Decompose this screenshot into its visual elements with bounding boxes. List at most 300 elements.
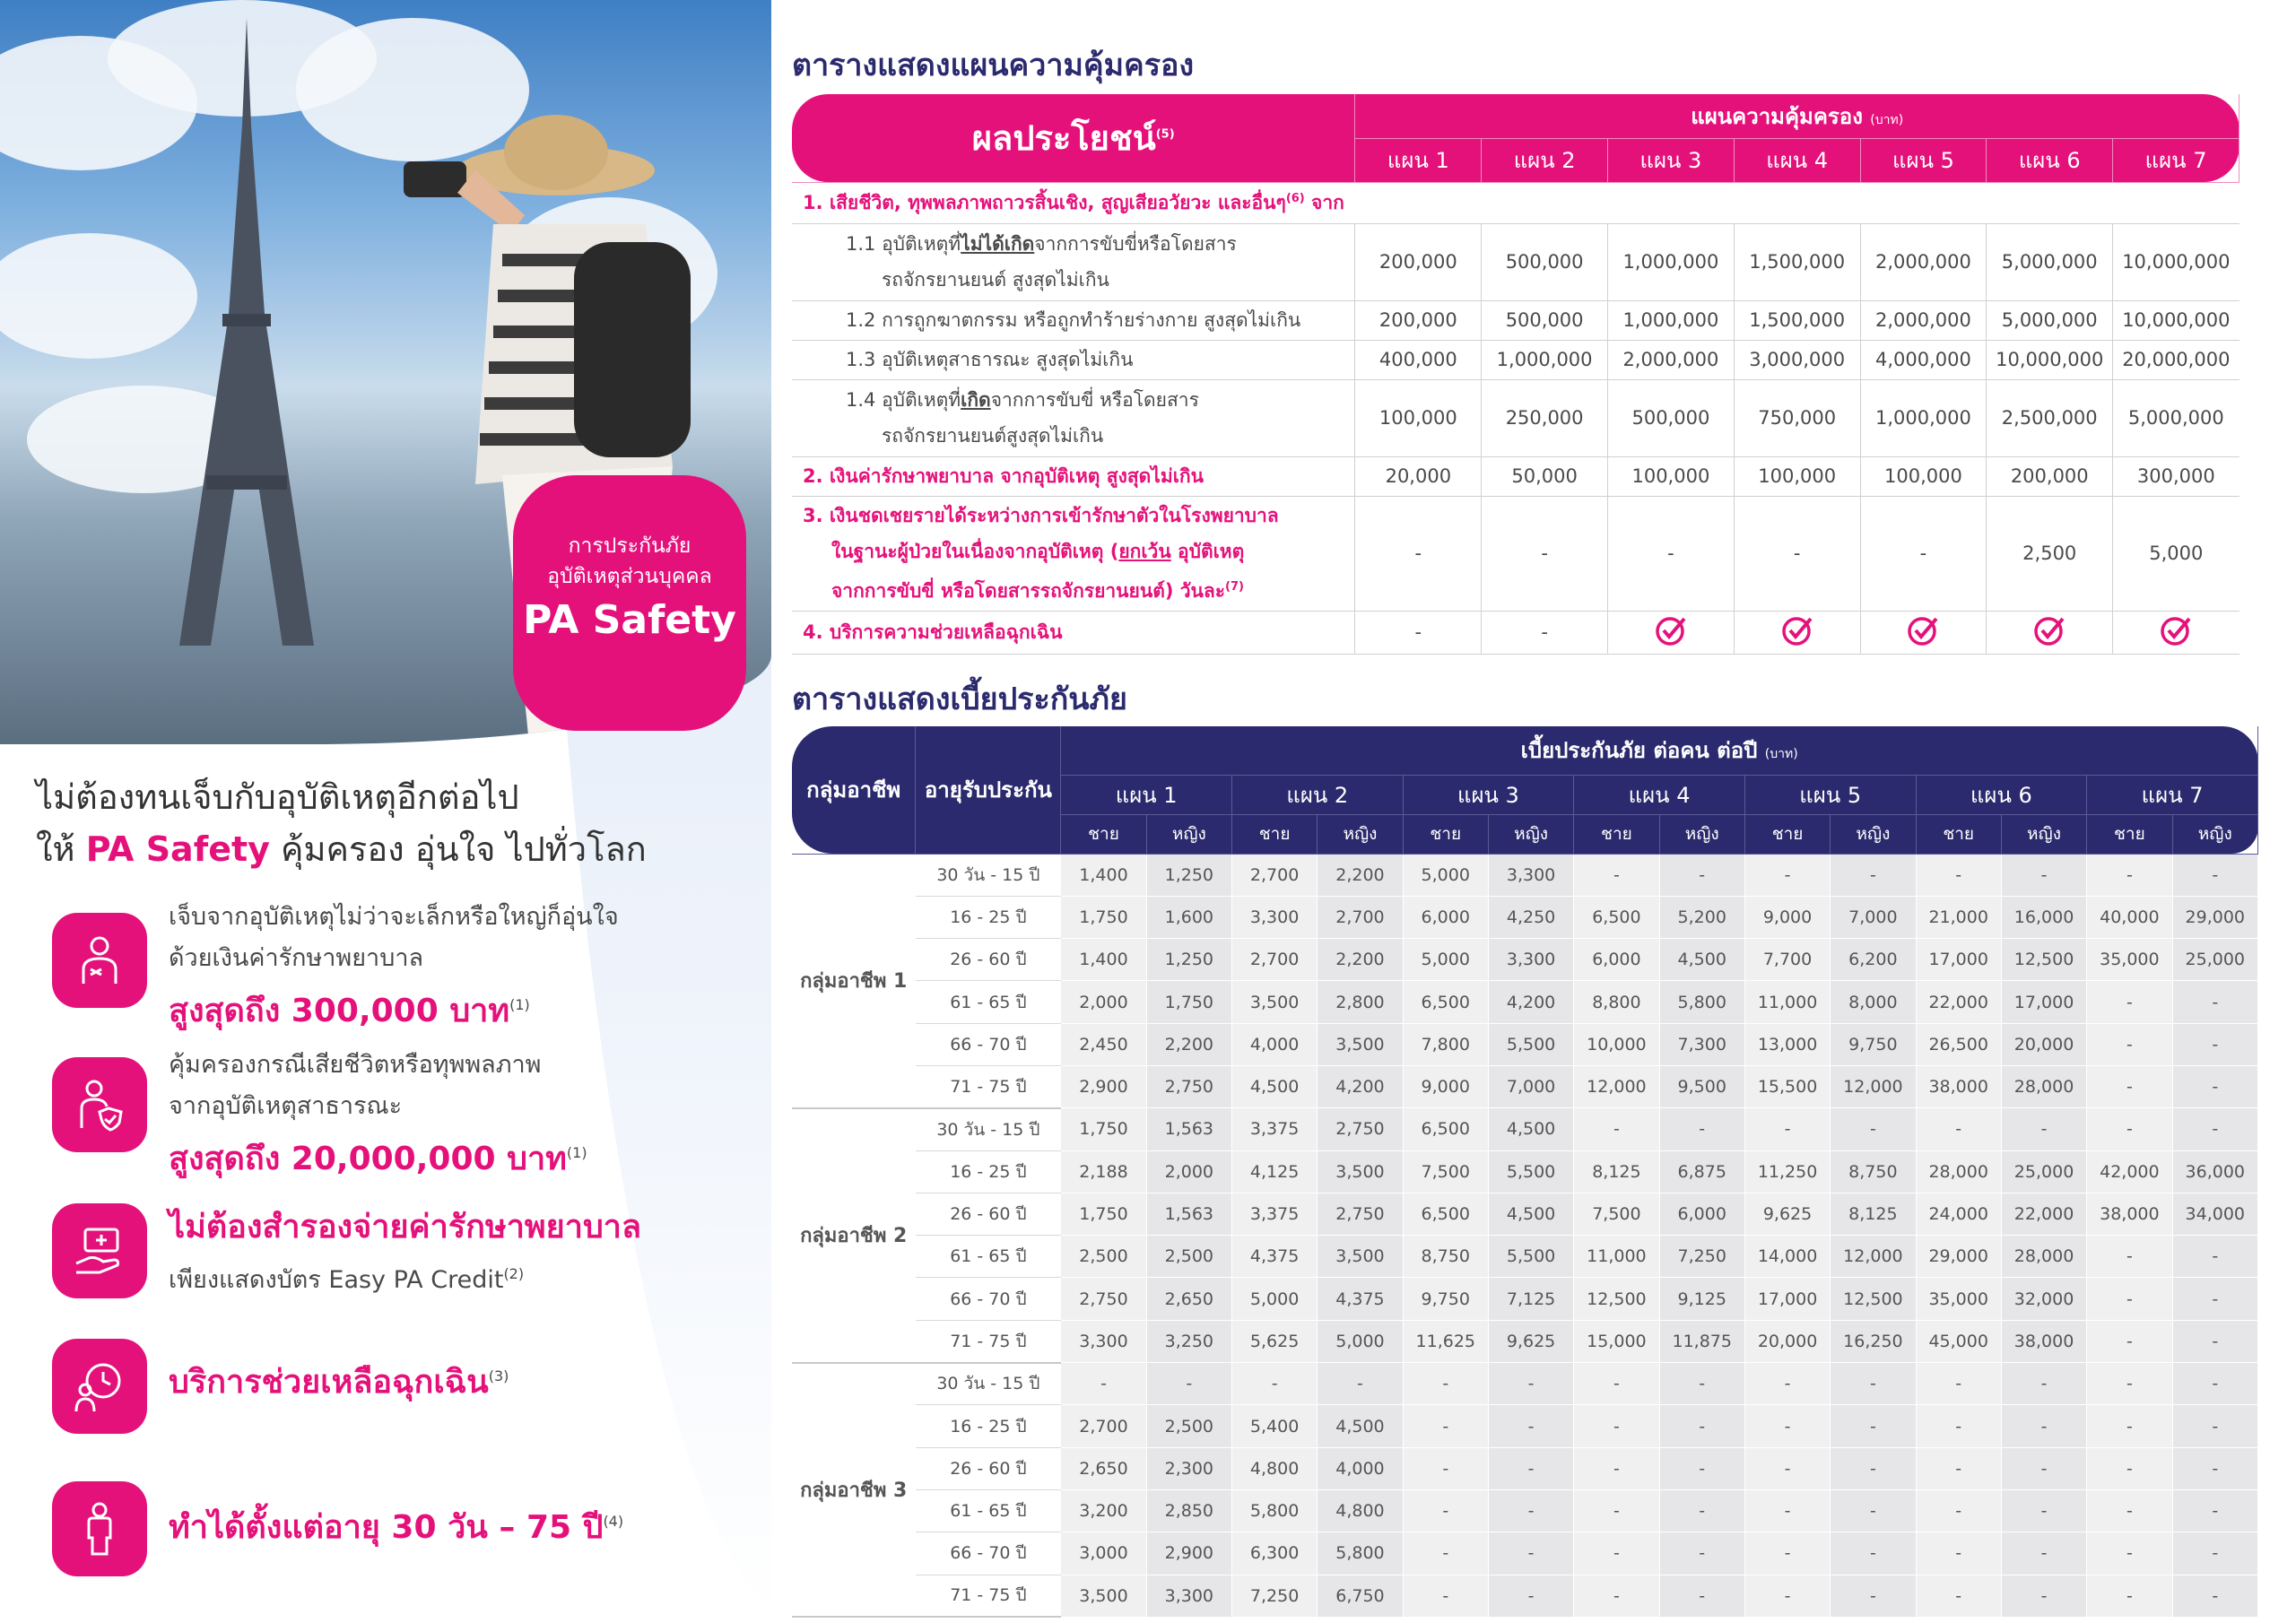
coverage-table: [792, 94, 2239, 655]
premium-row: [792, 1065, 2258, 1107]
premium-cell: 6,500: [1574, 896, 1659, 938]
premium-cell: -: [2087, 1575, 2172, 1617]
premium-cell: -: [1403, 1447, 1488, 1489]
male-header-plan4: ชาย: [1574, 814, 1659, 854]
premium-cell: -: [1744, 1575, 1830, 1617]
premium-cell: 6,875: [1659, 1150, 1744, 1193]
premium-cell: -: [1916, 1363, 2001, 1405]
premium-cell: 9,625: [1488, 1320, 1573, 1362]
premium-cell: 2,188: [1061, 1150, 1146, 1193]
product-badge: [513, 475, 746, 731]
premium-cell: 4,500: [1659, 939, 1744, 981]
premium-cell: -: [2172, 1575, 2257, 1617]
section-1-label: 1. เสียชีวิต, ทุพพลภาพถาวรสิ้นเชิง, สูญเสียอวัยวะ และอื่นๆ$^{(6)}$ จาก: [792, 182, 2239, 223]
female-header-plan3: หญิง: [1488, 814, 1573, 854]
premium-cell: 7,250: [1659, 1236, 1744, 1278]
check-circle-icon: [1655, 614, 1687, 647]
female-header-plan5: หญิง: [1831, 814, 1916, 854]
row-1-2: [792, 300, 2239, 340]
premium-cell: 5,000: [1403, 854, 1488, 896]
feature-emergency: บริการช่วยเหลือฉุกเฉิน$^{(3)}$: [52, 1334, 761, 1469]
r11-plan2: 500,000: [1482, 223, 1608, 300]
premium-cell: -: [1574, 1108, 1659, 1150]
feature-cashless: ไม่ต้องสำรองจ่ายค่ารักษาพยาบาล เพียงแสดงบัตร Easy PA Credit$^{(2)}$: [52, 1202, 761, 1336]
feature2-line1: คุ้มครองกรณีเสียชีวิตหรือทุพพลภาพ: [169, 1051, 542, 1079]
premium-cell: 2,200: [1318, 854, 1403, 896]
premium-cell: 22,000: [1916, 981, 2001, 1023]
eiffel-tower-illustration: [179, 18, 314, 646]
plan-4: แผน 4: [1734, 138, 1860, 182]
r3-plan3: -: [1608, 496, 1735, 611]
plan-6: แผน 6: [1987, 138, 2113, 182]
premium-cell: -: [1574, 1363, 1659, 1405]
headline: [36, 771, 753, 875]
premium-cell: -: [1488, 1575, 1573, 1617]
premium-cell: 2,200: [1146, 1023, 1231, 1065]
coverage-title: ตารางแสดงแผนความคุ้มครอง: [792, 48, 1195, 83]
premium-cell: -: [2087, 1532, 2172, 1575]
male-header-plan5: ชาย: [1744, 814, 1830, 854]
plan-3: แผน 3: [1608, 138, 1735, 182]
premium-row: [792, 1363, 2258, 1405]
row-1-4-label: 1.4 อุบัติเหตุที่เกิดจากการขับขี่ หรือโดยสาร รถจักรยานยนต์สูงสุดไม่เกิน: [792, 379, 1355, 456]
premium-cell: 17,000: [1916, 939, 2001, 981]
premium-cell: 1,750: [1061, 1108, 1146, 1150]
premium-cell: -: [2087, 1023, 2172, 1065]
premium-cell: 2,800: [1318, 981, 1403, 1023]
premium-cell: 2,750: [1061, 1278, 1146, 1320]
feature2-amount: สูงสุดถึง 20,000,000 บาท: [169, 1141, 567, 1177]
age-range: 61 - 65 ปี: [916, 1489, 1061, 1532]
r13-plan1: 400,000: [1355, 340, 1482, 379]
r3-plan1: -: [1355, 496, 1482, 611]
plan-7: แผน 7: [2113, 138, 2239, 182]
premium-cell: 7,700: [1744, 939, 1830, 981]
premium-cell: 11,875: [1659, 1320, 1744, 1362]
age-range: 66 - 70 ปี: [916, 1532, 1061, 1575]
premium-cell: -: [1574, 854, 1659, 896]
premium-cell: 5,800: [1231, 1489, 1317, 1532]
premium-cell: -: [1488, 1405, 1573, 1447]
r2-plan1: 20,000: [1355, 456, 1482, 496]
premium-cell: 36,000: [2172, 1150, 2257, 1193]
premium-cell: 4,000: [1231, 1023, 1317, 1065]
premium-cell: 8,750: [1403, 1236, 1488, 1278]
premium-cell: 3,300: [1488, 939, 1573, 981]
premium-header-row: [792, 726, 2258, 775]
age-range: 16 - 25 ปี: [916, 1150, 1061, 1193]
person-shield-icon: [52, 1057, 147, 1152]
age-range: 66 - 70 ปี: [916, 1023, 1061, 1065]
premium-cell: -: [1146, 1363, 1231, 1405]
premium-cell: 2,850: [1146, 1489, 1231, 1532]
premium-cell: -: [2087, 981, 2172, 1023]
age-range: 30 วัน - 15 ปี: [916, 854, 1061, 896]
premium-cell: 12,000: [1831, 1236, 1916, 1278]
premium-cell: -: [1744, 1108, 1830, 1150]
premium-cell: -: [1231, 1363, 1317, 1405]
premium-row: [792, 1489, 2258, 1532]
premium-cell: -: [1744, 1489, 1830, 1532]
premium-cell: 12,000: [1831, 1065, 1916, 1107]
premium-cell: 5,800: [1318, 1532, 1403, 1575]
feature5-title: ทำได้ตั้งแต่อายุ 30 วัน – 75 ปี: [169, 1509, 604, 1546]
premium-cell: 28,000: [2001, 1065, 2086, 1107]
premium-cell: 22,000: [2001, 1193, 2086, 1235]
premium-cell: 9,000: [1744, 896, 1830, 938]
premium-cell: 3,500: [1318, 1236, 1403, 1278]
premium-cell: 5,400: [1231, 1405, 1317, 1447]
premium-cell: -: [1574, 1405, 1659, 1447]
age-range: 26 - 60 ปี: [916, 1447, 1061, 1489]
premium-cell: 20,000: [1744, 1320, 1830, 1362]
premium-cell: 6,000: [1403, 896, 1488, 938]
premium-cell: 10,000: [1574, 1023, 1659, 1065]
feature4-title: บริการช่วยเหลือฉุกเฉิน: [169, 1364, 489, 1401]
premium-cell: -: [1916, 1108, 2001, 1150]
premium-cell: 20,000: [2001, 1023, 2086, 1065]
r2-plan5: 100,000: [1860, 456, 1987, 496]
premium-cell: -: [1659, 1532, 1744, 1575]
premium-cell: -: [1488, 1489, 1573, 1532]
premium-cell: -: [2087, 1236, 2172, 1278]
premium-cell: 40,000: [2087, 896, 2172, 938]
premium-row: [792, 939, 2258, 981]
premium-cell: 4,500: [1318, 1405, 1403, 1447]
premium-cell: -: [2001, 1489, 2086, 1532]
premium-cell: 8,000: [1831, 981, 1916, 1023]
r11-plan4: 1,500,000: [1734, 223, 1860, 300]
premium-row: [792, 1193, 2258, 1235]
row-1-2-label: 1.2 การถูกฆาตกรรม หรือถูกทำร้ายร่างกาย สูงสุดไม่เกิน: [792, 300, 1355, 340]
female-header-plan4: หญิง: [1659, 814, 1744, 854]
row-3: [792, 496, 2239, 611]
row-1-4: [792, 379, 2239, 456]
premium-row: [792, 1575, 2258, 1617]
premium-cell: 5,000: [1318, 1320, 1403, 1362]
premium-cell: -: [2172, 1405, 2257, 1447]
premium-cell: 17,000: [2001, 981, 2086, 1023]
plan-2: แผน 2: [1482, 138, 1608, 182]
premium-cell: 2,200: [1318, 939, 1403, 981]
r2-plan3: 100,000: [1608, 456, 1735, 496]
premium-cell: -: [1831, 1575, 1916, 1617]
premium-cell: 9,000: [1403, 1065, 1488, 1107]
premium-cell: 6,300: [1231, 1532, 1317, 1575]
age-range: 71 - 75 ปี: [916, 1065, 1061, 1107]
premium-plan-7: แผน 7: [2087, 775, 2258, 814]
premium-cell: -: [2172, 1447, 2257, 1489]
premium-cell: 5,000: [1231, 1278, 1317, 1320]
headline-line1: ไม่ต้องทนเจ็บกับอุบัติเหตุอีกต่อไป: [36, 777, 519, 817]
premium-cell: -: [2087, 1489, 2172, 1532]
premium-cell: 11,000: [1744, 981, 1830, 1023]
premium-cell: 6,000: [1574, 939, 1659, 981]
premium-cell: 7,250: [1231, 1575, 1317, 1617]
premium-row: [792, 1278, 2258, 1320]
premium-cell: -: [1831, 1108, 1916, 1150]
r14-plan4: 750,000: [1734, 379, 1860, 456]
premium-cell: 7,000: [1488, 1065, 1573, 1107]
premium-cell: 16,250: [1831, 1320, 1916, 1362]
badge-line2: อุบัติเหตุส่วนบุคคล: [547, 565, 712, 588]
premium-cell: -: [2087, 854, 2172, 896]
r12-plan2: 500,000: [1482, 300, 1608, 340]
premium-cell: 1,563: [1146, 1108, 1231, 1150]
premium-cell: 9,125: [1659, 1278, 1744, 1320]
r13-plan3: 2,000,000: [1608, 340, 1735, 379]
premium-cell: -: [2001, 1363, 2086, 1405]
coverage-header-row: [792, 94, 2239, 138]
occupation-group-header: กลุ่มอาชีพ: [792, 726, 916, 854]
injured-person-icon: [52, 913, 147, 1008]
premium-cell: 8,750: [1831, 1150, 1916, 1193]
feature3-title: ไม่ต้องสำรองจ่ายค่ารักษาพยาบาล: [169, 1209, 642, 1245]
row-1-3: [792, 340, 2239, 379]
female-header-plan6: หญิง: [2001, 814, 2086, 854]
premium-cell: 3,375: [1231, 1108, 1317, 1150]
premium-cell: 3,375: [1231, 1193, 1317, 1235]
r12-plan7: 10,000,000: [2113, 300, 2239, 340]
premium-cell: -: [1574, 1532, 1659, 1575]
female-header-plan7: หญิง: [2172, 814, 2257, 854]
premium-cell: -: [1488, 1532, 1573, 1575]
premium-cell: -: [2172, 1489, 2257, 1532]
plan-header: แผนความคุ้มครอง (บาท): [1355, 94, 2239, 138]
headline-brand: PA Safety: [85, 829, 270, 869]
premium-cell: -: [2001, 1447, 2086, 1489]
premium-cell: 25,000: [2001, 1150, 2086, 1193]
premium-cell: 2,700: [1061, 1405, 1146, 1447]
premium-cell: 38,000: [1916, 1065, 2001, 1107]
premium-cell: 3,000: [1061, 1532, 1146, 1575]
premium-body: [792, 854, 2258, 1617]
premium-cell: 5,000: [1403, 939, 1488, 981]
premium-cell: 11,000: [1574, 1236, 1659, 1278]
premium-cell: 7,000: [1831, 896, 1916, 938]
r11-plan6: 5,000,000: [1987, 223, 2113, 300]
premium-plan-3: แผน 3: [1403, 775, 1574, 814]
premium-cell: 2,000: [1061, 981, 1146, 1023]
premium-cell: -: [1744, 1363, 1830, 1405]
premium-cell: 3,300: [1231, 896, 1317, 938]
section-1-row: [792, 182, 2239, 223]
premium-cell: 3,300: [1061, 1320, 1146, 1362]
r4-plan1: -: [1355, 611, 1482, 654]
premium-cell: 2,700: [1231, 939, 1317, 981]
premium-cell: -: [1831, 1447, 1916, 1489]
premium-cell: -: [1831, 1532, 1916, 1575]
premium-cell: 3,500: [1318, 1023, 1403, 1065]
premium-cell: 1,750: [1061, 1193, 1146, 1235]
premium-cell: 2,300: [1146, 1447, 1231, 1489]
r11-plan7: 10,000,000: [2113, 223, 2239, 300]
feature-age-range: ทำได้ตั้งแต่อายุ 30 วัน – 75 ปี$^{(4)}$: [52, 1480, 761, 1614]
premium-cell: -: [2001, 1108, 2086, 1150]
premium-cell: -: [2087, 1363, 2172, 1405]
premium-plan-6: แผน 6: [1916, 775, 2087, 814]
premium-cell: 12,000: [1574, 1065, 1659, 1107]
premium-cell: 7,125: [1488, 1278, 1573, 1320]
premium-cell: 14,000: [1744, 1236, 1830, 1278]
premium-cell: 15,000: [1574, 1320, 1659, 1362]
r3-plan4: -: [1734, 496, 1860, 611]
premium-cell: -: [1659, 1363, 1744, 1405]
premium-cell: 2,500: [1061, 1236, 1146, 1278]
r12-plan6: 5,000,000: [1987, 300, 2113, 340]
premium-cell: 6,000: [1659, 1193, 1744, 1235]
r13-plan6: 10,000,000: [1987, 340, 2113, 379]
premium-cell: 7,800: [1403, 1023, 1488, 1065]
premium-cell: -: [2087, 1065, 2172, 1107]
premium-cell: 3,250: [1146, 1320, 1231, 1362]
premium-cell: -: [1403, 1575, 1488, 1617]
premium-table: [792, 726, 2258, 1618]
premium-cell: 11,625: [1403, 1320, 1488, 1362]
premium-cell: -: [1659, 1405, 1744, 1447]
premium-cell: -: [2172, 1532, 2257, 1575]
benefit-header: ผลประโยชน์$^{(5)}$: [792, 94, 1355, 182]
premium-cell: -: [1574, 1489, 1659, 1532]
premium-cell: 42,000: [2087, 1150, 2172, 1193]
r3-plan6: 2,500: [1987, 496, 2113, 611]
premium-cell: -: [1403, 1489, 1488, 1532]
plan-1: แผน 1: [1355, 138, 1482, 182]
premium-cell: -: [1659, 1489, 1744, 1532]
premium-cell: -: [1318, 1363, 1403, 1405]
premium-cell: 6,500: [1403, 981, 1488, 1023]
premium-cell: 9,750: [1403, 1278, 1488, 1320]
premium-cell: -: [2001, 854, 2086, 896]
premium-cell: 4,250: [1488, 896, 1573, 938]
r2-plan4: 100,000: [1734, 456, 1860, 496]
person-icon: [52, 1481, 147, 1576]
r2-plan6: 200,000: [1987, 456, 2113, 496]
premium-cell: -: [1659, 1447, 1744, 1489]
premium-cell: 8,800: [1574, 981, 1659, 1023]
r4-plan7-check: [2113, 611, 2239, 654]
premium-cell: 2,900: [1061, 1065, 1146, 1107]
r12-plan5: 2,000,000: [1860, 300, 1987, 340]
premium-cell: -: [1574, 1575, 1659, 1617]
premium-cell: 4,125: [1231, 1150, 1317, 1193]
premium-cell: 2,000: [1146, 1150, 1231, 1193]
premium-cell: -: [2172, 1278, 2257, 1320]
clock-person-icon: [52, 1339, 147, 1434]
badge-line1: การประกันภัย: [568, 534, 691, 558]
premium-cell: -: [1744, 854, 1830, 896]
age-header: อายุรับประกัน: [916, 726, 1061, 854]
premium-title: ตารางแสดงเบี้ยประกันภัย: [792, 681, 1127, 717]
check-circle-icon: [1907, 614, 1939, 647]
premium-cell: 7,500: [1403, 1150, 1488, 1193]
premium-cell: -: [2087, 1447, 2172, 1489]
premium-cell: 38,000: [2001, 1320, 2086, 1362]
premium-cell: -: [1403, 1405, 1488, 1447]
premium-cell: 11,250: [1744, 1150, 1830, 1193]
premium-cell: -: [2172, 1363, 2257, 1405]
premium-cell: 3,500: [1318, 1150, 1403, 1193]
premium-cell: -: [2001, 1532, 2086, 1575]
occupation-group-1: กลุ่มอาชีพ 1: [792, 854, 916, 1108]
r4-plan5-check: [1860, 611, 1987, 654]
premium-cell: 1,600: [1146, 896, 1231, 938]
premium-cell: 2,650: [1146, 1278, 1231, 1320]
premium-plan-4: แผน 4: [1574, 775, 1745, 814]
premium-row: [792, 1023, 2258, 1065]
male-header-plan6: ชาย: [1916, 814, 2001, 854]
r14-plan5: 1,000,000: [1860, 379, 1987, 456]
premium-cell: 6,500: [1403, 1108, 1488, 1150]
premium-cell: 3,500: [1231, 981, 1317, 1023]
premium-cell: 17,000: [1744, 1278, 1830, 1320]
row-1-1-label: 1.1 อุบัติเหตุที่ไม่ได้เกิดจากการขับขี่หรือโดยสาร รถจักรยานยนต์ สูงสุดไม่เกิน: [792, 223, 1355, 300]
r4-plan3-check: [1608, 611, 1735, 654]
r11-plan1: 200,000: [1355, 223, 1482, 300]
occupation-group-2: กลุ่มอาชีพ 2: [792, 1108, 916, 1363]
r2-plan2: 50,000: [1482, 456, 1608, 496]
premium-cell: -: [1061, 1363, 1146, 1405]
premium-cell: -: [2087, 1405, 2172, 1447]
premium-cell: 2,500: [1146, 1405, 1231, 1447]
check-circle-icon: [2033, 614, 2066, 647]
premium-row: [792, 981, 2258, 1023]
premium-cell: 4,800: [1231, 1447, 1317, 1489]
premium-plan-1: แผน 1: [1061, 775, 1232, 814]
premium-cell: 1,750: [1146, 981, 1231, 1023]
premium-cell: 5,625: [1231, 1320, 1317, 1362]
feature1-amount: สูงสุดถึง 300,000 บาท: [169, 993, 510, 1029]
male-header-plan3: ชาย: [1403, 814, 1488, 854]
premium-cell: -: [2172, 1108, 2257, 1150]
premium-cell: 12,500: [1574, 1278, 1659, 1320]
premium-cell: -: [2001, 1405, 2086, 1447]
premium-cell: -: [2172, 1065, 2257, 1107]
premium-row: [792, 1532, 2258, 1575]
premium-cell: 21,000: [1916, 896, 2001, 938]
premium-cell: 13,000: [1744, 1023, 1830, 1065]
premium-cell: 6,500: [1403, 1193, 1488, 1235]
row-1-3-label: 1.3 อุบัติเหตุสาธารณะ สูงสุดไม่เกิน: [792, 340, 1355, 379]
premium-cell: 7,500: [1574, 1193, 1659, 1235]
row-2-label: 2. เงินค่ารักษาพยาบาล จากอุบัติเหตุ สูงสุดไม่เกิน: [792, 456, 1355, 496]
premium-cell: 1,563: [1146, 1193, 1231, 1235]
premium-cell: 1,400: [1061, 854, 1146, 896]
premium-cell: -: [1916, 1532, 2001, 1575]
premium-row: [792, 1405, 2258, 1447]
row-3-label: 3. เงินชดเชยรายได้ระหว่างการเข้ารักษาตัวในโรงพยาบาล ในฐานะผู้ป่วยในเนื่องจากอุบัติเหตุ (ยกเว้น อุบัติเหตุ จากการขับขี่ หรือโดยสารรถจักรยานยนต์) วันละ$^{(7)}$: [792, 496, 1355, 611]
premium-cell: 9,500: [1659, 1065, 1744, 1107]
premium-cell: -: [2087, 1108, 2172, 1150]
premium-cell: -: [1916, 854, 2001, 896]
premium-cell: 1,750: [1061, 896, 1146, 938]
r13-plan7: 20,000,000: [2113, 340, 2239, 379]
premium-cell: 5,200: [1659, 896, 1744, 938]
premium-cell: 1,400: [1061, 939, 1146, 981]
premium-cell: 5,500: [1488, 1236, 1573, 1278]
premium-cell: 9,625: [1744, 1193, 1830, 1235]
premium-cell: -: [1831, 854, 1916, 896]
check-circle-icon: [2160, 614, 2192, 647]
hand-card-icon: [52, 1203, 147, 1298]
premium-cell: 25,000: [2172, 939, 2257, 981]
row-2: [792, 456, 2239, 496]
feature3-line2: เพียงแสดงบัตร Easy PA Credit: [169, 1266, 504, 1294]
premium-cell: 35,000: [1916, 1278, 2001, 1320]
r12-plan3: 1,000,000: [1608, 300, 1735, 340]
feature2-line2: จากอุบัติเหตุสาธารณะ: [169, 1092, 403, 1120]
premium-cell: 4,500: [1231, 1065, 1317, 1107]
